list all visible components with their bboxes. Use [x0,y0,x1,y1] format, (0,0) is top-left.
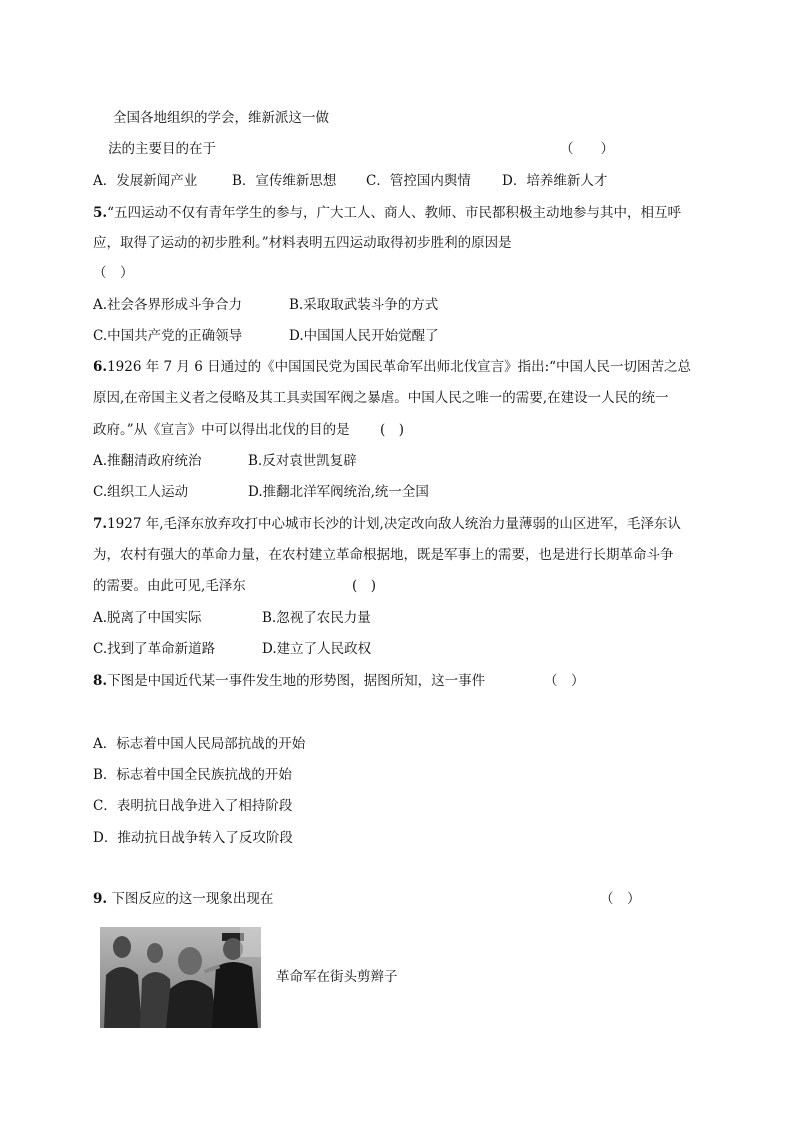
q5-answer-paren: （ ） [93,265,134,281]
q4-stem-line2: 法的主要目的在于 [108,141,216,157]
q7-option-d: D.建立了人民政权 [262,641,372,657]
q4-stem-line1: 全国各地组织的学会，维新派这一做 [113,110,329,126]
q8-option-d: D．推动抗日战争转入了反攻阶段 [93,830,293,846]
queue-cutting-photo [100,927,261,1028]
q7-option-b: B.忽视了农民力量 [262,610,371,626]
q5-stem-line1 [93,204,681,222]
q7-number: 7. [93,516,108,532]
q8-stem-text: 下图是中国近代某一事件发生地的形势图，据图所知，这一事件 [107,673,486,689]
q6-stem-line1 [93,358,691,376]
q5-option-a: A.社会各界形成斗争合力 [93,297,243,313]
q7-stem-line3: 的需要。由此可见,毛泽东 [93,578,246,594]
q6-stem-line2: 原因,在帝国主义者之侵略及其工具卖国军阀之暴虐。中国人民之唯一的需要,在建设一人民的统一 [93,390,669,406]
q6-number: 6. [93,359,108,375]
q8-answer-paren: （ ） [544,673,585,689]
photo-caption: 革命军在街头剪辫子 [276,969,398,985]
q7-option-a: A.脱离了中国实际 [93,610,202,626]
q6-option-a: A.推翻清政府统治 [93,453,202,469]
q8-number: 8. [93,673,108,689]
q4-option-d: D．培养维新人才 [502,173,608,189]
q9-stem-line1 [93,890,273,908]
q4-option-a: A．发展新闻产业 [93,173,198,189]
q8-option-a: A．标志着中国人民局部抗战的开始 [93,736,306,752]
q7-stem-line1 [93,515,681,533]
q9-number: 9. [93,891,108,907]
q6-option-c: C.组织工人运动 [93,484,189,500]
q8-option-b: B．标志着中国全民族抗战的开始 [93,767,292,783]
q8-option-c: C．表明抗日战争进入了相持阶段 [93,798,293,814]
q6-stem-line3: 政府。”从《宣言》中可以得出北伐的目的是 [93,422,350,438]
q7-stem-text: 1927 年,毛泽东放弃攻打中心城市长沙的计划,决定改向敌人统治力量薄弱的山区进军，毛泽东认 [107,516,681,532]
q4-answer-paren: （ ） [560,141,614,157]
q7-stem-line2: 为，农村有强大的革命力量，在农村建立革命根据地，既是军事上的需要，也是进行长期革命斗争 [93,547,674,563]
q6-option-b: B.反对袁世凯复辟 [248,453,357,469]
q5-option-b: B.采取取武装斗争的方式 [289,297,439,313]
q8-stem-line1 [93,672,485,690]
q4-option-c: C．管控国内舆情 [366,173,471,189]
q7-option-c: C.找到了革命新道路 [93,641,216,657]
q9-answer-paren: （ ） [600,891,641,907]
q5-option-c: C.中国共产党的正确领导 [93,328,243,344]
q5-stem-line2: 应，取得了运动的初步胜利。”材料表明五四运动取得初步胜利的原因是 [93,235,512,251]
q5-number: 5. [93,205,108,221]
q6-stem-text: 1926 年 7 月 6 日通过的《中国国民党为国民革命军出师北伐宣言》指出:“中国人民一切困苦之总 [107,359,692,375]
q4-option-b: B．宣传维新思想 [232,173,337,189]
q7-answer-paren: ( ) [352,578,377,594]
q6-answer-paren: ( ) [380,422,405,438]
q9-stem-text: 下图反应的这一现象出现在 [107,891,274,907]
q5-option-d: D.中国国人民开始觉醒了 [289,328,439,344]
q5-stem-text: “五四运动不仅有青年学生的参与，广大工人、商人、教师、市民都积极主动地参与其中，相互呼 [107,205,681,221]
q6-option-d: D.推翻北洋军阀统治,统一全国 [248,484,429,500]
